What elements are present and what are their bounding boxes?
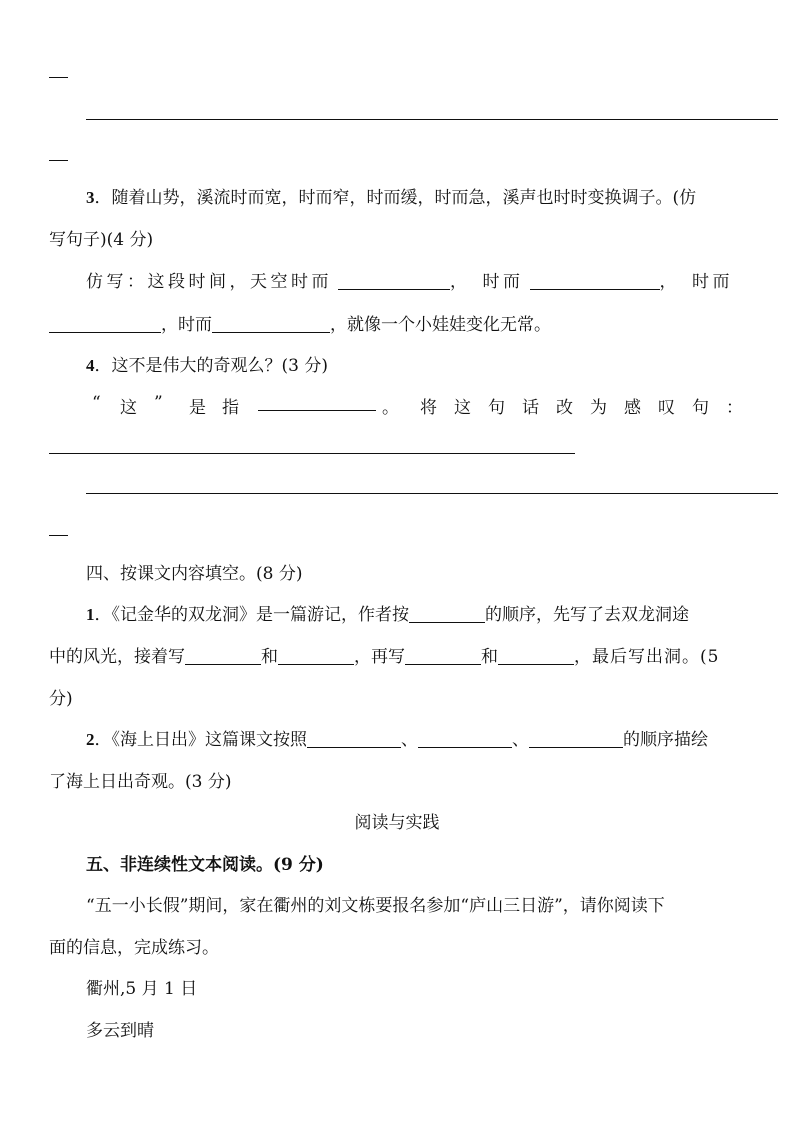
line-end-dash (49, 535, 68, 536)
s4-q2-line2: 了海上日出奇观。(3 分) (49, 772, 232, 792)
q4-char: ： (726, 398, 743, 418)
s4-q2-sep: 、 (512, 730, 529, 750)
line-end-dash (49, 160, 68, 161)
answer-line[interactable] (49, 453, 575, 454)
q4-char: 为 (590, 398, 607, 418)
q3-comma: ， (659, 272, 680, 292)
s4-q1-number: 1 (86, 605, 95, 624)
q3-lead-text: 仿写：这段时间，天空时而 (86, 272, 332, 292)
reading-practice-title: 阅读与实践 (354, 813, 440, 833)
blank-input[interactable] (418, 730, 512, 748)
q4-char: 。 (382, 398, 399, 418)
q3-text: 时而 (692, 272, 733, 292)
q3-prompt-line1 (86, 183, 696, 208)
blank-input[interactable] (258, 393, 376, 411)
s4-q2-text: 的顺序描绘 (623, 730, 708, 750)
q4-char: 指 (222, 398, 239, 418)
s4-q1-text: ．《记金华的双龙洞》是一篇游记，作者按 (94, 605, 409, 625)
q3-answer-line2 (49, 310, 551, 335)
q3-answer-line1 (86, 267, 733, 292)
blank-input[interactable] (409, 605, 485, 623)
q4-char: 这 (120, 398, 137, 418)
answer-line[interactable] (86, 493, 778, 494)
s4-q2-line1 (86, 725, 708, 750)
s4-q2-text: ．《海上日出》这篇课文按照 (94, 730, 307, 750)
blank-input[interactable] (405, 647, 481, 665)
q4-char: 句 (488, 398, 505, 418)
s4-q1-text: ，再写 (354, 647, 405, 667)
s4-q1-text: ，最后写出洞。(5 (574, 647, 720, 667)
q4-char: 是 (189, 398, 206, 418)
s4-q1-text: 的顺序，先写了去双龙洞途 (485, 605, 689, 625)
s4-q1-text: 和 (261, 647, 278, 667)
q4-char: 叹 (658, 398, 675, 418)
s4-q1-line3: 分) (49, 689, 73, 709)
blank-input[interactable] (338, 272, 450, 290)
blank-input[interactable] (49, 315, 161, 333)
q4-prompt-text: ．这不是伟大的奇观么？(3 分) (94, 356, 328, 376)
blank-input[interactable] (212, 315, 330, 333)
section5-intro-line1: “五一小长假”期间，家在衢州的刘文栋要报名参加“庐山三日游”，请你阅读下 (86, 896, 665, 916)
s4-q1-text: 中的风光，接着写 (49, 647, 185, 667)
s4-q2-sep: 、 (401, 730, 418, 750)
section5-intro-line2: 面的信息，完成练习。 (49, 938, 219, 958)
q3-text: ，时而 (161, 315, 212, 335)
q4-char: 这 (454, 398, 471, 418)
q4-prompt (86, 351, 328, 376)
q4-char: 感 (624, 398, 641, 418)
s4-q1-line1 (86, 600, 689, 625)
q4-char: 句 (692, 398, 709, 418)
answer-line[interactable] (86, 119, 778, 120)
q4-char: ” (154, 393, 163, 413)
section4-heading: 四、按课文内容填空。(8 分) (86, 564, 303, 584)
blank-input[interactable] (498, 647, 574, 665)
blank-input[interactable] (278, 647, 354, 665)
q4-char: 改 (556, 398, 573, 418)
line-end-dash (49, 77, 68, 78)
q3-text: ，就像一个小娃娃变化无常。 (330, 315, 551, 335)
q3-number: 3 (86, 188, 95, 207)
s4-q1-text: 和 (481, 647, 498, 667)
q3-prompt-text: ．随着山势，溪流时而宽，时而窄，时而缓，时而急，溪声也时时变换调子。(仿 (94, 188, 697, 208)
q4-char: “ (92, 393, 101, 413)
place-date: 衢州,5 月 1 日 (86, 979, 198, 999)
blank-input[interactable] (307, 730, 401, 748)
blank-input[interactable] (530, 272, 660, 290)
weather: 多云到晴 (86, 1021, 154, 1041)
q3-text: 时而 (482, 272, 524, 292)
s4-q2-number: 2 (86, 730, 95, 749)
q4-number: 4 (86, 356, 95, 375)
q4-char: 将 (420, 398, 437, 418)
q4-char: 话 (522, 398, 539, 418)
q3-prompt-line2: 写句子)(4 分) (49, 230, 154, 250)
q3-comma: ， (450, 272, 471, 292)
s4-q1-line2 (49, 642, 719, 667)
blank-input[interactable] (529, 730, 623, 748)
section5-heading: 五、非连续性文本阅读。(9 分) (86, 855, 324, 875)
blank-input[interactable] (185, 647, 261, 665)
